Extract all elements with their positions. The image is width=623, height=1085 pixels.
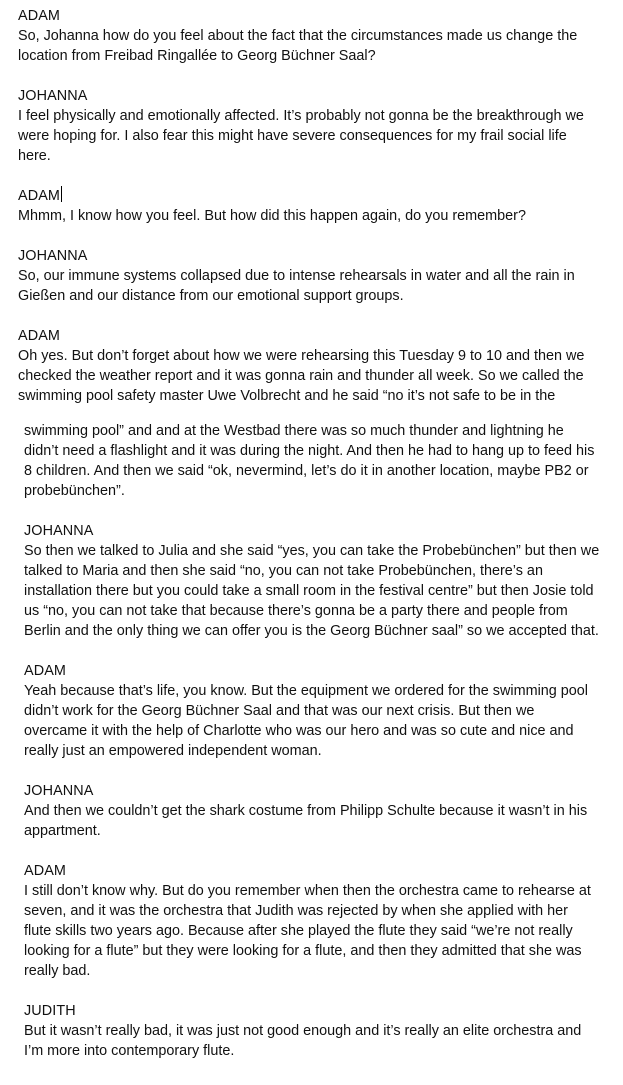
dialogue-line: installation there but you could take a small room in the festival centre” but then Josie told <box>24 583 594 599</box>
speaker-name: JOHANNA <box>24 523 94 539</box>
dialogue-line: seven, and it was the orchestra that Judith was rejected by when she applied with her <box>24 903 568 919</box>
dialogue-line: Mhmm, I know how you feel. But how did this happen again, do you remember? <box>18 208 526 224</box>
speaker-name-with-cursor[interactable] <box>0 186 623 206</box>
dialogue-line: probebünchen”. <box>24 483 125 499</box>
dialogue-line: swimming pool” and and at the Westbad there was so much thunder and lightning he <box>24 423 564 439</box>
dialogue-line: Oh yes. But don’t forget about how we were rehearsing this Tuesday 9 to 10 and then we <box>18 348 585 364</box>
dialogue-block <box>0 781 623 841</box>
dialogue-line: location from Freibad Ringallée to Georg Büchner Saal? <box>18 48 376 64</box>
script-page-part-1 <box>0 6 623 406</box>
speaker-name: JOHANNA <box>24 783 94 799</box>
dialogue-block <box>0 861 623 981</box>
dialogue-line: But it wasn’t really bad, it was just not good enough and it’s really an elite orchestra and <box>24 1023 582 1039</box>
speaker-name: ADAM <box>24 663 66 679</box>
dialogue-line: Gießen and our distance from our emotional support groups. <box>18 288 404 304</box>
dialogue-block <box>0 246 623 306</box>
speaker-name: JOHANNA <box>18 88 88 104</box>
dialogue-line: Berlin and the only thing we can offer you is the Georg Büchner saal” so we accepted that. <box>24 623 599 639</box>
dialogue-line: appartment. <box>24 823 101 839</box>
dialogue-line: us “no, you can not take that because there’s gonna be a party there and people from <box>24 603 568 619</box>
dialogue-line: So then we talked to Julia and she said “yes, you can take the Probebünchen” but then we <box>24 543 600 559</box>
dialogue-line: here. <box>18 148 51 164</box>
speaker-name: ADAM <box>18 8 60 24</box>
text-cursor <box>61 186 62 202</box>
dialogue-line: overcame it with the help of Charlotte who was our hero and was so cute and nice and <box>24 723 574 739</box>
dialogue-block <box>0 186 623 226</box>
dialogue-line: swimming pool safety master Uwe Volbrecht and he said “no it’s not safe to be in the <box>18 388 556 404</box>
dialogue-line: I still don’t know why. But do you remember when then the orchestra came to rehearse at <box>24 883 591 899</box>
dialogue-block-continuation <box>0 421 623 501</box>
dialogue-line: flute skills two years ago. Because after she played the flute they said “we’re not really <box>24 923 573 939</box>
dialogue-block <box>0 1001 623 1061</box>
dialogue-line: So, our immune systems collapsed due to intense rehearsals in water and all the rain in <box>18 268 575 284</box>
dialogue-block <box>0 521 623 641</box>
dialogue-line: really just an empowered independent woman. <box>24 743 322 759</box>
dialogue-line: Yeah because that’s life, you know. But the equipment we ordered for the swimming pool <box>24 683 588 699</box>
dialogue-block <box>0 86 623 166</box>
dialogue-block <box>0 661 623 761</box>
dialogue-line: And then we couldn’t get the shark costume from Philipp Schulte because it wasn’t in his <box>24 803 588 819</box>
dialogue-block <box>0 326 623 406</box>
dialogue-line: looking for a flute” but they were looking for a flute, and then they admitted that she was <box>24 943 582 959</box>
dialogue-line: checked the weather report and it was gonna rain and thunder all week. So we called the <box>18 368 584 384</box>
speaker-name: ADAM <box>18 188 60 204</box>
dialogue-line: were hoping for. I also fear this might have severe consequences for my frail social life <box>18 128 567 144</box>
dialogue-line: So, Johanna how do you feel about the fact that the circumstances made us change the <box>18 28 578 44</box>
speaker-name: ADAM <box>18 328 60 344</box>
dialogue-line: didn’t need a flashlight and it was during the night. And then he had to hang up to feed his <box>24 443 595 459</box>
dialogue-line: talked to Maria and then she said “no, you can not take Probebünchen, there’s an <box>24 563 543 579</box>
dialogue-line: I’m more into contemporary flute. <box>24 1043 235 1059</box>
script-page-part-2 <box>0 421 623 1061</box>
dialogue-line: didn’t work for the Georg Büchner Saal and that was our next crisis. But then we <box>24 703 535 719</box>
speaker-name: JUDITH <box>24 1003 76 1019</box>
dialogue-line: really bad. <box>24 963 91 979</box>
dialogue-block <box>0 6 623 66</box>
dialogue-line: 8 children. And then we said “ok, nevermind, let’s do it in another location, maybe PB2 or <box>24 463 589 479</box>
speaker-name: ADAM <box>24 863 66 879</box>
speaker-name: JOHANNA <box>18 248 88 264</box>
dialogue-line: I feel physically and emotionally affected. It’s probably not gonna be the breakthrough we <box>18 108 584 124</box>
